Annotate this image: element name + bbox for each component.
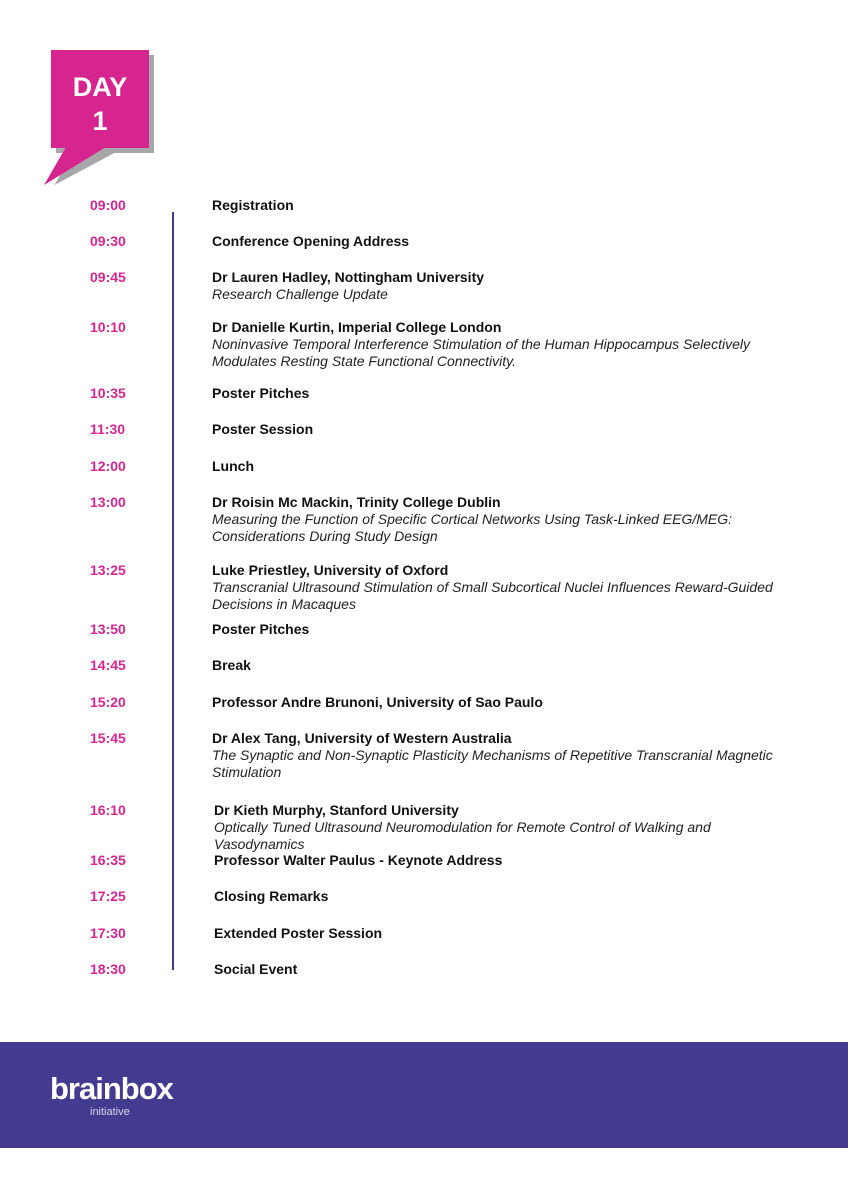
schedule-entry <box>214 888 804 905</box>
schedule-time: 13:25 <box>90 562 126 578</box>
schedule-entry <box>212 562 802 613</box>
schedule-entry <box>212 494 802 545</box>
schedule-entry <box>214 925 804 942</box>
schedule-entry <box>212 694 802 711</box>
schedule-time: 12:00 <box>90 458 126 474</box>
brainbox-logo-subtitle: initiative <box>90 1106 130 1118</box>
schedule-time: 10:35 <box>90 385 126 401</box>
schedule-time: 10:10 <box>90 319 126 335</box>
schedule-time: 11:30 <box>90 421 126 437</box>
schedule-time: 09:30 <box>90 233 126 249</box>
schedule-entry <box>212 730 802 781</box>
schedule-title: Break <box>212 657 251 673</box>
schedule-entry <box>212 269 802 303</box>
brainbox-logo: brainbox <box>50 1071 173 1106</box>
schedule-title: Dr Kieth Murphy, Stanford University <box>214 802 459 818</box>
schedule-time: 16:35 <box>90 852 126 868</box>
schedule-time: 14:45 <box>90 657 126 673</box>
schedule-title: Poster Pitches <box>212 621 310 637</box>
schedule-subtitle: Transcranial Ultrasound Stimulation of Small Subcortical Nuclei Influences Reward-Guided Decisions in Macaques <box>212 579 773 612</box>
timeline-line <box>172 212 174 970</box>
schedule-subtitle: Measuring the Function of Specific Cortical Networks Using Task-Linked EEG/MEG: Considerations During Study Design <box>212 511 733 544</box>
schedule-title: Dr Lauren Hadley, Nottingham University <box>212 269 485 285</box>
schedule-entry <box>212 197 802 214</box>
schedule-title: Closing Remarks <box>214 888 329 904</box>
schedule-entry <box>214 961 804 978</box>
schedule-title: Professor Walter Paulus - Keynote Address <box>214 852 503 868</box>
schedule-title: Extended Poster Session <box>214 925 383 941</box>
schedule-entry <box>212 421 802 438</box>
schedule-title: Poster Session <box>212 421 314 437</box>
schedule-title: Luke Priestley, University of Oxford <box>212 562 449 578</box>
schedule-time: 13:50 <box>90 621 126 637</box>
schedule-title: Registration <box>212 197 294 213</box>
schedule-entry <box>212 233 802 250</box>
schedule-time: 15:45 <box>90 730 126 746</box>
schedule-entry <box>212 319 802 370</box>
schedule-entry <box>212 621 802 638</box>
day-badge-label: DAY <box>72 72 128 102</box>
schedule-time: 16:10 <box>90 802 126 818</box>
schedule-time: 09:00 <box>90 197 126 213</box>
schedule-time: 17:30 <box>90 925 126 941</box>
schedule-entry <box>214 852 804 869</box>
schedule-title: Dr Danielle Kurtin, Imperial College London <box>212 319 502 335</box>
day-badge-number: 1 <box>92 106 108 136</box>
schedule-title: Professor Andre Brunoni, University of Sao Paulo <box>212 694 543 710</box>
schedule-subtitle: Research Challenge Update <box>212 286 388 302</box>
schedule-title: Dr Alex Tang, University of Western Australia <box>212 730 512 746</box>
schedule-title: Lunch <box>212 458 254 474</box>
schedule-entry <box>212 657 802 674</box>
schedule-entry <box>214 802 804 853</box>
schedule-title: Conference Opening Address <box>212 233 410 249</box>
schedule-time: 18:30 <box>90 961 126 977</box>
schedule-title: Social Event <box>214 961 298 977</box>
schedule-title: Poster Pitches <box>212 385 310 401</box>
schedule-title: Dr Roisin Mc Mackin, Trinity College Dublin <box>212 494 501 510</box>
day-badge <box>51 50 149 148</box>
schedule-time: 15:20 <box>90 694 126 710</box>
schedule-subtitle: The Synaptic and Non-Synaptic Plasticity Mechanisms of Repetitive Transcranial Magnetic Stimulation <box>212 747 773 780</box>
schedule-time: 13:00 <box>90 494 126 510</box>
schedule-subtitle: Optically Tuned Ultrasound Neuromodulation for Remote Control of Walking and Vasodynamics <box>214 819 711 852</box>
schedule-entry <box>212 385 802 402</box>
schedule-subtitle: Noninvasive Temporal Interference Stimulation of the Human Hippocampus Selectively Modulates Resting State Functional Connectivity. <box>212 336 750 369</box>
schedule-time: 17:25 <box>90 888 126 904</box>
schedule-time: 09:45 <box>90 269 126 285</box>
schedule-entry <box>212 458 802 475</box>
